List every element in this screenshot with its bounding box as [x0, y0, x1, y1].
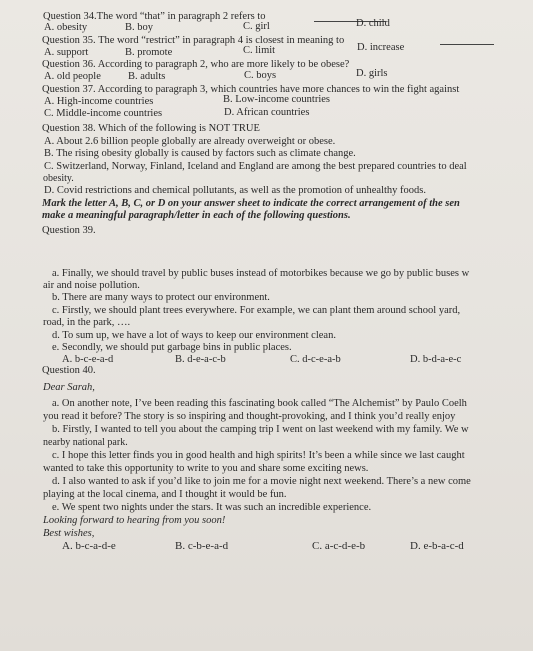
q36-stem: Question 36. According to paragraph 2, who are more likely to be obese? [42, 59, 350, 70]
arrangement-instruction: Mark the letter A, B, C, or D on your answer sheet to indicate the correct arrangement of the sen [42, 198, 460, 209]
q39-sentence-d: d. To sum up, we have a lot of ways to keep our environment clean. [52, 330, 336, 341]
q40-option-a: A. b-c-a-d-e [62, 540, 116, 552]
q35-option-a: A. support [44, 47, 89, 58]
q37-option-b: B. Low-income countries [223, 94, 331, 105]
q34-option-d: D. child [356, 18, 390, 29]
q38-option-c-cont: obesity. [43, 173, 74, 184]
q37-option-a: A. High-income countries [44, 96, 154, 107]
q39-label: Question 39. [42, 225, 96, 236]
q40-sentence-a: a. On another note, I’ve been reading this fascinating book called “The Alchemist” by Paulo Coelh [52, 398, 467, 409]
q35-option-c: C. limit [243, 45, 276, 56]
q39-sentence-c-cont: road, in the park, …. [43, 317, 131, 328]
q38-option-d: D. Covid restrictions and chemical pollutants, as well as the promotion of unhealthy foods. [44, 185, 427, 196]
q37-option-d: D. African countries [224, 107, 310, 118]
q37-option-c: C. Middle-income countries [44, 108, 163, 119]
q38-stem: Question 38. Which of the following is NOT TRUE [42, 123, 260, 134]
q39-option-d: D. b-d-a-e-c [410, 354, 462, 365]
q40-sentence-a-cont: you read it before? The story is so inspiring and thought-provoking, and I think you’d really enjoy [43, 411, 456, 422]
q36-option-a: A. old people [44, 71, 101, 82]
q34-option-a: A. obesity [44, 22, 88, 33]
q38-option-a: A. About 2.6 billion people globally are already overweight or obese. [44, 136, 336, 147]
q35-option-d: D. increase [357, 42, 405, 53]
q40-option-b: B. c-b-e-a-d [175, 540, 229, 552]
q36-option-c: C. boys [244, 70, 277, 81]
q36-option-d: D. girls [356, 68, 388, 79]
q34-option-b: B. boy [125, 22, 154, 33]
q40-option-d: D. e-b-a-c-d [410, 540, 464, 552]
q38-option-c: C. Switzerland, Norway, Finland, Iceland and England are among the best prepared countries to deal [44, 161, 467, 172]
q39-sentence-c: c. Firstly, we should plant trees everywhere. For example, we can plant them around school yard, [52, 305, 461, 316]
letter-signoff: Best wishes, [43, 528, 95, 539]
q40-sentence-e: e. We spent two nights under the stars. It was such an incredible experience. [52, 502, 372, 513]
letter-greeting: Dear Sarah, [43, 382, 95, 393]
q40-label: Question 40. [42, 365, 96, 376]
q34-stem: Question 34.The word “that” in paragraph 2 refers to [43, 11, 266, 22]
q40-sentence-d: d. I also wanted to ask if you’d like to join me for a movie night next weekend. There’s a new come [52, 476, 471, 487]
q35-option-b: B. promote [125, 47, 173, 58]
q40-sentence-d-cont: playing at the local cinema, and I thought it would be fun. [43, 489, 287, 500]
letter-closing: Looking forward to hearing from you soon! [43, 515, 226, 526]
q40-sentence-b-cont: nearby national park. [43, 437, 128, 448]
q40-sentence-c: c. I hope this letter finds you in good health and high spirits! It’s been a while since we last caught [52, 450, 465, 461]
q39-sentence-a-cont: air and noise pollution. [43, 280, 140, 291]
q39-sentence-b: b. There are many ways to protect our environment. [52, 292, 270, 303]
q40-sentence-c-cont: wanted to take this opportunity to write to you and share some exciting news. [43, 463, 369, 474]
q39-sentence-e: e. Secondly, we should put garbage bins in public places. [52, 342, 292, 353]
q37-stem: Question 37. According to paragraph 3, which countries have more chances to win the fight against [42, 84, 460, 95]
q36-option-b: B. adults [128, 71, 166, 82]
q39-option-b: B. d-e-a-c-b [175, 354, 226, 365]
q35-stem: Question 35. The word “restrict” in paragraph 4 is closest in meaning to [42, 35, 345, 46]
q40-sentence-b: b. Firstly, I wanted to tell you about the camping trip I went on last weekend with my family. We w [52, 424, 469, 435]
q39-option-c: C. d-c-e-a-b [290, 354, 341, 365]
q39-sentence-a: a. Finally, we should travel by public buses instead of motorbikes because we go by public buses w [52, 268, 470, 279]
q34-option-c: C. girl [243, 21, 270, 32]
q40-option-c: C. a-c-d-e-b [312, 540, 366, 552]
q35-answer-blank [440, 35, 494, 45]
q38-option-b: B. The rising obesity globally is caused by factors such as climate change. [44, 148, 356, 159]
q39-option-a: A. b-c-e-a-d [62, 354, 114, 365]
arrangement-instruction-cont: make a meaningful paragraph/letter in each of the following questions. [42, 210, 351, 221]
